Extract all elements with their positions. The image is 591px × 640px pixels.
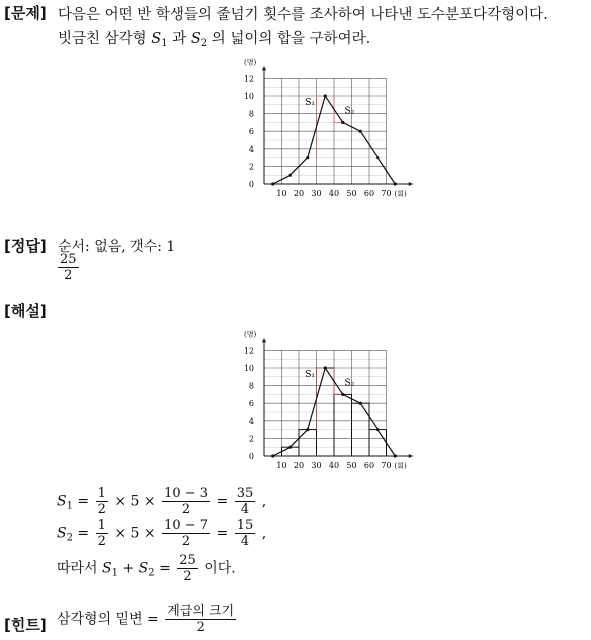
y-tick-label: 2: [248, 434, 254, 444]
y-tick-label: 10: [243, 92, 254, 101]
data-point: [394, 182, 397, 185]
x-tick-label: 70: [381, 461, 392, 470]
y-tick-label: 2: [248, 162, 254, 172]
y-tick-label: 8: [248, 381, 254, 391]
y-axis-label: (명): [244, 58, 257, 67]
x-tick-label: 30: [311, 461, 322, 470]
s1-symbol: $S_1$: [151, 31, 168, 49]
x-tick-label: 50: [346, 189, 357, 198]
frequency-polygon-chart-explanation: [228, 330, 418, 478]
data-point: [289, 174, 292, 177]
data-point: [341, 121, 344, 124]
x-tick-label: 30: [311, 189, 322, 198]
label-s1: S₁: [305, 369, 316, 380]
y-tick-label: 6: [248, 399, 254, 409]
y-axis-arrow: [262, 338, 266, 342]
histogram-bar: [334, 394, 352, 456]
x-axis-label: (회): [394, 190, 407, 198]
x-tick-label: 10: [276, 189, 287, 198]
x-axis-label: (회): [394, 462, 407, 470]
data-point: [289, 446, 292, 449]
answer-fraction: $\frac{25}{2}$: [60, 252, 77, 283]
hint-label: [힌트]: [4, 616, 47, 634]
data-point: [341, 393, 344, 396]
conclusion-line: 따라서 $S_1 + S_2$ = $\frac{25}{2}$ 이다.: [57, 553, 236, 584]
y-tick-label: 12: [243, 346, 254, 356]
x-tick-label: 70: [381, 189, 392, 198]
equation-s1: $S_1$ = $\frac{1}{2}$ × 5 × $\frac{10 - 3}{2}$ = $\frac{35}{4}$ ,: [57, 486, 267, 517]
data-point: [271, 182, 274, 185]
explanation-label: [해설]: [4, 302, 47, 320]
data-point: [324, 94, 327, 97]
s2-symbol: $S_2$: [190, 31, 208, 49]
x-tick-label: 10: [276, 461, 287, 470]
answer-meta: 순서: 없음, 갯수: 1: [58, 239, 176, 255]
data-point: [394, 454, 397, 457]
y-tick-label: 12: [243, 74, 254, 84]
x-tick-label: 20: [293, 189, 305, 198]
data-point: [271, 454, 274, 457]
y-axis-label: (명): [244, 330, 257, 339]
y-tick-label: 10: [243, 364, 254, 373]
y-tick-label: 0: [248, 180, 254, 189]
label-s1: S₁: [305, 97, 316, 108]
x-tick-label: 40: [328, 461, 340, 470]
x-tick-label: 40: [328, 189, 340, 198]
histogram-bar: [299, 430, 317, 456]
y-tick-label: 0: [248, 452, 254, 461]
x-tick-label: 50: [346, 461, 357, 470]
data-point: [359, 130, 362, 133]
y-tick-label: 4: [248, 144, 254, 154]
problem-label: [문제]: [4, 4, 47, 22]
equation-s2: $S_2$ = $\frac{1}{2}$ × 5 × $\frac{10 - 7}{2}$ = $\frac{15}{4}$ ,: [57, 518, 267, 549]
answer-label: [정답]: [4, 237, 47, 255]
y-tick-label: 8: [248, 109, 254, 119]
x-axis-arrow: [409, 454, 413, 458]
label-s2: S₂: [344, 378, 355, 389]
x-axis-arrow: [409, 182, 413, 186]
data-point: [306, 156, 309, 159]
problem-line-1: 다음은 어떤 반 학생들의 줄넘기 횟수를 조사하여 나타낸 도수분포다각형이다.: [58, 7, 548, 23]
data-point: [306, 428, 309, 431]
data-point: [324, 366, 327, 369]
problem-text-post: 의 넓이의 합을 구하여라.: [211, 31, 371, 47]
frequency-polygon-chart-problem: [228, 58, 418, 203]
hint-text: 삼각형의 밑변 = $\frac{\text{계급의 크기}}{2}$: [57, 604, 235, 635]
label-s2: S₂: [344, 106, 355, 117]
data-point: [376, 156, 379, 159]
y-axis-arrow: [262, 66, 266, 70]
x-tick-label: 60: [363, 189, 375, 198]
x-tick-label: 60: [363, 461, 375, 470]
data-point: [359, 402, 362, 405]
histogram-bar: [369, 430, 387, 456]
y-tick-label: 4: [248, 416, 254, 426]
x-tick-label: 20: [293, 461, 305, 470]
problem-conj: 과: [172, 31, 187, 47]
problem-text-pre: 빗금친 삼각형: [58, 31, 147, 47]
data-point: [376, 428, 379, 431]
y-tick-label: 6: [248, 127, 254, 137]
problem-line-2: [58, 27, 370, 49]
